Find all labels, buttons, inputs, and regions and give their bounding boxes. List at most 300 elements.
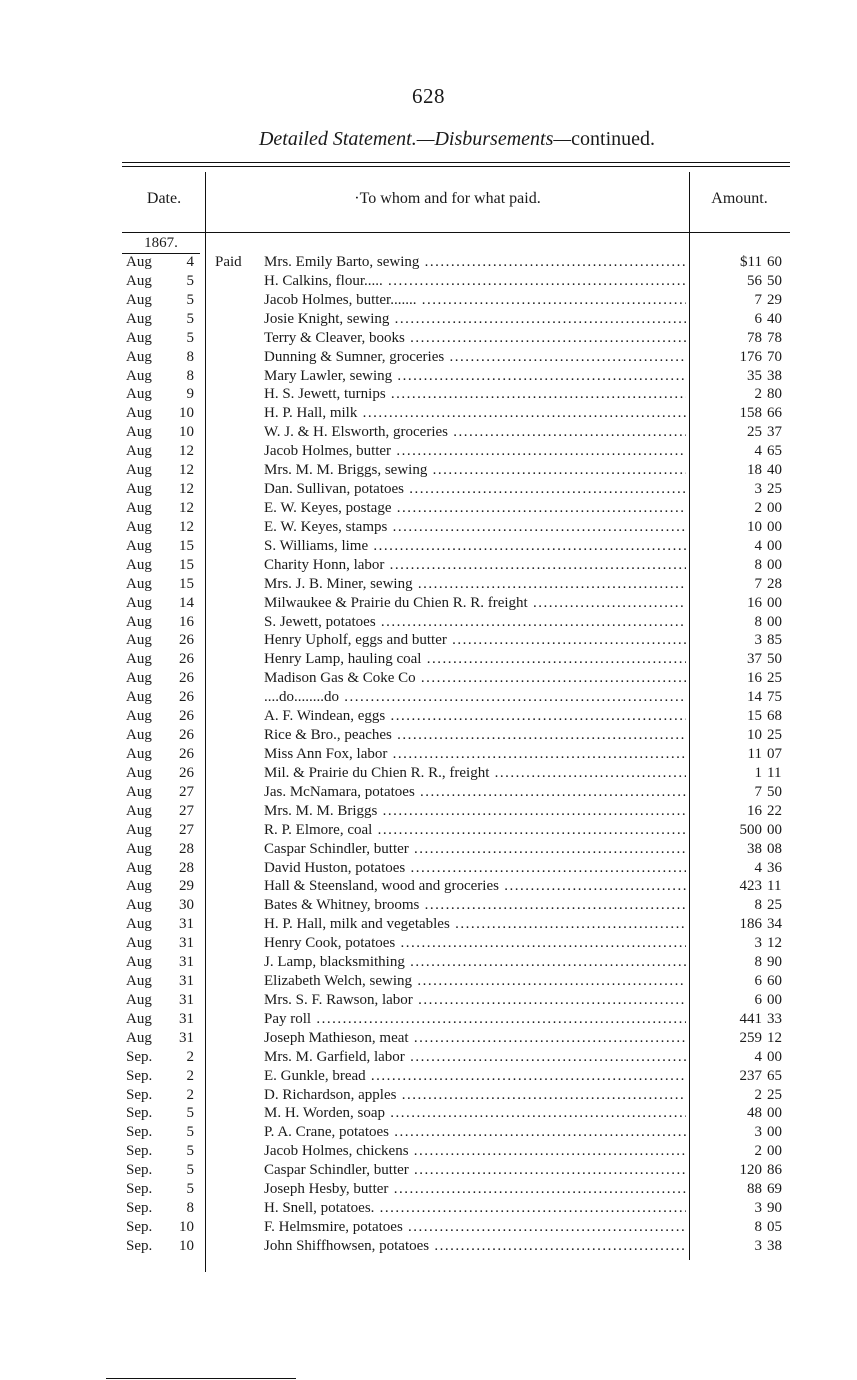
entry-amount-dollars: 4 [754, 859, 762, 876]
table-row [0, 1180, 857, 1199]
table-row [0, 934, 857, 953]
ledger-table-body [0, 253, 857, 1256]
entry-month: Aug [126, 935, 152, 952]
entry-day: 26 [179, 670, 194, 687]
entry-payee: Dunning & Sumner, groceries ..... [264, 348, 686, 367]
table-row [0, 537, 857, 556]
entry-amount-cents: 36 [767, 859, 782, 876]
table-row [0, 1142, 857, 1161]
table-row [0, 840, 857, 859]
table-row [0, 613, 857, 632]
entry-month: Aug [126, 1010, 152, 1027]
entry-month: Aug [126, 613, 152, 630]
entry-amount-cents: 37 [767, 424, 782, 441]
entry-day: 28 [179, 840, 194, 857]
table-row [0, 802, 857, 821]
entry-amount-cents: 00 [767, 1105, 782, 1122]
entry-payee: P. A. Crane, potatoes ..... [264, 1123, 686, 1142]
entry-amount-cents: 50 [767, 272, 782, 289]
entry-amount-dollars: 10 [747, 727, 762, 744]
entry-amount-cents: 68 [767, 708, 782, 725]
entry-day: 26 [179, 632, 194, 649]
heading-continued: continued. [571, 128, 656, 150]
entry-payee: Mrs. Emily Barto, sewing ..... [264, 253, 686, 272]
entry-payee: H. Calkins, flour..... ..... [264, 272, 686, 291]
entry-payee: S. Williams, lime ..... [264, 537, 686, 556]
entry-amount-dollars: 18 [747, 462, 762, 479]
entry-amount-dollars: 3 [754, 1124, 762, 1141]
entry-payee: David Huston, potatoes ..... [264, 859, 686, 878]
entry-month: Aug [126, 764, 152, 781]
table-row [0, 1161, 857, 1180]
entry-day: 5 [186, 1162, 194, 1179]
table-row [0, 783, 857, 802]
entry-month: Aug [126, 632, 152, 649]
entry-amount-dollars: 48 [747, 1105, 762, 1122]
entry-amount-cents: 11 [767, 878, 782, 895]
entry-amount-dollars: 16 [747, 670, 762, 687]
entry-amount-dollars: 186 [739, 916, 762, 933]
entry-payee: Dan. Sullivan, potatoes ..... [264, 480, 686, 499]
entry-month: Sep. [126, 1067, 153, 1084]
entry-day: 8 [186, 367, 194, 384]
paid-label: Paid [215, 254, 242, 270]
entry-amount-dollars: 10 [747, 518, 762, 535]
entry-day: 27 [179, 783, 194, 800]
entry-amount-dollars: 259 [739, 1029, 762, 1046]
entry-amount-dollars: 78 [747, 329, 762, 346]
page-number: 628 [412, 84, 445, 108]
entry-day: 31 [179, 973, 194, 990]
entry-payee: Milwaukee & Prairie du Chien R. R. freight ..... [264, 594, 686, 613]
entry-amount-cents: 50 [767, 651, 782, 668]
table-row [0, 253, 857, 272]
entry-month: Aug [126, 727, 152, 744]
entry-amount-dollars: 4 [754, 1048, 762, 1065]
entry-amount-dollars: 35 [747, 367, 762, 384]
entry-day: 10 [179, 1237, 194, 1254]
entry-month: Aug [126, 897, 152, 914]
entry-amount-cents: 78 [767, 329, 782, 346]
entry-amount-dollars: 120 [739, 1162, 762, 1179]
entry-day: 4 [186, 254, 194, 270]
table-row [0, 726, 857, 745]
entry-amount-cents: 66 [767, 405, 782, 422]
entry-month: Aug [126, 689, 152, 706]
table-row [0, 461, 857, 480]
entry-payee: Jas. McNamara, potatoes ..... [264, 783, 686, 802]
table-row [0, 291, 857, 310]
table-row [0, 404, 857, 423]
entry-payee: Pay roll ..... [264, 1010, 686, 1029]
entry-month: Aug [126, 348, 152, 365]
entry-month: Aug [126, 310, 152, 327]
entry-amount-cents: 34 [767, 916, 782, 933]
entry-day: 26 [179, 764, 194, 781]
table-row [0, 859, 857, 878]
entry-day: 31 [179, 1029, 194, 1046]
entry-amount-dollars: 2 [754, 386, 762, 403]
table-row [0, 953, 857, 972]
entry-amount-cents: 65 [767, 1067, 782, 1084]
entry-amount-cents: 00 [767, 499, 782, 516]
entry-day: 12 [179, 443, 194, 460]
entry-day: 8 [186, 348, 194, 365]
table-row [0, 499, 857, 518]
entry-day: 26 [179, 727, 194, 744]
entry-amount-dollars: 8 [754, 556, 762, 573]
entry-month: Aug [126, 802, 152, 819]
entry-amount-cents: 50 [767, 783, 782, 800]
entry-amount-dollars: 7 [754, 291, 762, 308]
entry-day: 2 [186, 1086, 194, 1103]
entry-amount-cents: 05 [767, 1219, 782, 1236]
entry-month: Sep. [126, 1124, 153, 1141]
entry-payee: Jacob Holmes, butter ..... [264, 442, 686, 461]
entry-amount-dollars: 3 [754, 935, 762, 952]
entry-month: Aug [126, 556, 152, 573]
entry-month: Aug [126, 462, 152, 479]
table-row [0, 707, 857, 726]
table-row [0, 1199, 857, 1218]
entry-month: Aug [126, 783, 152, 800]
entry-payee: Caspar Schindler, butter ..... [264, 840, 686, 859]
table-row [0, 991, 857, 1010]
entry-day: 10 [179, 405, 194, 422]
entry-day: 5 [186, 329, 194, 346]
entry-payee: E. W. Keyes, stamps ..... [264, 518, 686, 537]
entry-day: 30 [179, 897, 194, 914]
entry-amount-cents: 22 [767, 802, 782, 819]
entry-payee: John Shiffhowsen, potatoes ..... [264, 1237, 686, 1256]
entry-month: Aug [126, 916, 152, 933]
entry-month: Aug [126, 405, 152, 422]
entry-day: 27 [179, 821, 194, 838]
entry-day: 12 [179, 462, 194, 479]
entry-payee: Mrs. M. Garfield, labor ..... [264, 1048, 686, 1067]
entry-amount-cents: 25 [767, 727, 782, 744]
entry-payee: D. Richardson, apples ..... [264, 1086, 686, 1105]
entry-amount-dollars: 237 [739, 1067, 762, 1084]
entry-amount-cents: 12 [767, 1029, 782, 1046]
entry-day: 10 [179, 424, 194, 441]
entry-month: Aug [126, 575, 152, 592]
entry-amount-dollars: 56 [747, 272, 762, 289]
entry-amount-cents: 69 [767, 1181, 782, 1198]
column-header-date: Date. [146, 190, 182, 207]
entry-month: Sep. [126, 1048, 153, 1065]
entry-amount-dollars: 8 [754, 897, 762, 914]
entry-day: 12 [179, 481, 194, 498]
entry-month: Sep. [126, 1237, 153, 1254]
entry-day: 5 [186, 1124, 194, 1141]
column-header-amount: Amount. [711, 190, 768, 207]
entry-amount-dollars: 3 [754, 1200, 762, 1217]
entry-month: Sep. [126, 1143, 153, 1160]
table-row [0, 480, 857, 499]
entry-payee: Bates & Whitney, brooms ..... [264, 896, 686, 915]
entry-amount-cents: 00 [767, 518, 782, 535]
entry-month: Aug [126, 594, 152, 611]
entry-amount-cents: 08 [767, 840, 782, 857]
entry-amount-dollars: 500 [739, 821, 762, 838]
entry-amount-cents: 12 [767, 935, 782, 952]
entry-amount-dollars: 14 [747, 689, 762, 706]
entry-amount-cents: 80 [767, 386, 782, 403]
table-row [0, 518, 857, 537]
entry-day: 27 [179, 802, 194, 819]
entry-payee: Mrs. M. M. Briggs, sewing ..... [264, 461, 686, 480]
entry-payee: H. Snell, potatoes. ..... [264, 1199, 686, 1218]
table-row [0, 1086, 857, 1105]
entry-amount-cents: 60 [767, 973, 782, 990]
entry-payee: H. P. Hall, milk ..... [264, 404, 686, 423]
entry-amount-dollars: $11 [740, 254, 762, 270]
entry-amount-cents: 00 [767, 1143, 782, 1160]
entry-month: Aug [126, 821, 152, 838]
entry-amount-dollars: 8 [754, 1219, 762, 1236]
entry-amount-dollars: 8 [754, 613, 762, 630]
entry-day: 5 [186, 1105, 194, 1122]
entry-month: Sep. [126, 1162, 153, 1179]
entry-amount-cents: 90 [767, 954, 782, 971]
entry-payee: Madison Gas & Coke Co ..... [264, 669, 686, 688]
table-row [0, 972, 857, 991]
entry-amount-dollars: 16 [747, 594, 762, 611]
entry-payee: Terry & Cleaver, books ..... [264, 329, 686, 348]
entry-amount-cents: 90 [767, 1200, 782, 1217]
entry-amount-dollars: 37 [747, 651, 762, 668]
entry-month: Sep. [126, 1086, 153, 1103]
table-row [0, 1029, 857, 1048]
entry-amount-cents: 25 [767, 670, 782, 687]
footer-rule [106, 1378, 296, 1379]
entry-payee: Caspar Schindler, butter ..... [264, 1161, 686, 1180]
entry-day: 31 [179, 916, 194, 933]
table-row [0, 877, 857, 896]
entry-day: 26 [179, 708, 194, 725]
entry-amount-cents: 33 [767, 1010, 782, 1027]
entry-month: Aug [126, 670, 152, 687]
entry-amount-cents: 25 [767, 1086, 782, 1103]
entry-month: Aug [126, 859, 152, 876]
entry-month: Aug [126, 1029, 152, 1046]
table-row [0, 764, 857, 783]
entry-day: 29 [179, 878, 194, 895]
entry-amount-dollars: 7 [754, 575, 762, 592]
entry-amount-cents: 60 [767, 254, 782, 270]
entry-amount-dollars: 4 [754, 443, 762, 460]
entry-month: Aug [126, 954, 152, 971]
entry-amount-cents: 00 [767, 556, 782, 573]
entry-day: 10 [179, 1219, 194, 1236]
entry-day: 31 [179, 954, 194, 971]
table-row [0, 272, 857, 291]
entry-month: Aug [126, 745, 152, 762]
year-label: 1867. [122, 234, 200, 254]
entry-month: Aug [126, 254, 152, 270]
entry-payee: E. Gunkle, bread ..... [264, 1067, 686, 1086]
entry-day: 26 [179, 689, 194, 706]
heading-italic: Detailed Statement.—Disbursements— [258, 128, 572, 150]
entry-payee: Elizabeth Welch, sewing ..... [264, 972, 686, 991]
table-row [0, 650, 857, 669]
header-double-rule [122, 162, 790, 167]
entry-payee: Henry Cook, potatoes ..... [264, 934, 686, 953]
entry-day: 15 [179, 556, 194, 573]
entry-amount-cents: 11 [767, 764, 782, 781]
entry-amount-dollars: 2 [754, 1143, 762, 1160]
entry-amount-cents: 86 [767, 1162, 782, 1179]
table-row [0, 310, 857, 329]
entry-amount-dollars: 176 [739, 348, 762, 365]
entry-payee: Mrs. J. B. Miner, sewing ..... [264, 575, 686, 594]
entry-amount-cents: 00 [767, 1048, 782, 1065]
entry-amount-dollars: 11 [747, 745, 762, 762]
entry-payee: Mary Lawler, sewing ..... [264, 367, 686, 386]
entry-amount-cents: 00 [767, 594, 782, 611]
table-row [0, 1104, 857, 1123]
entry-month: Aug [126, 291, 152, 308]
entry-month: Aug [126, 367, 152, 384]
entry-day: 12 [179, 518, 194, 535]
table-row [0, 1010, 857, 1029]
entry-payee: Charity Honn, labor ..... [264, 556, 686, 575]
entry-payee: Jacob Holmes, butter....... ..... [264, 291, 686, 310]
entry-amount-dollars: 7 [754, 783, 762, 800]
entry-payee: Mrs. M. M. Briggs ..... [264, 802, 686, 821]
entry-day: 5 [186, 291, 194, 308]
entry-amount-dollars: 3 [754, 481, 762, 498]
entry-amount-dollars: 4 [754, 537, 762, 554]
entry-month: Aug [126, 973, 152, 990]
entry-amount-cents: 28 [767, 575, 782, 592]
entry-payee: Mrs. S. F. Rawson, labor ..... [264, 991, 686, 1010]
entry-payee: Miss Ann Fox, labor ..... [264, 745, 686, 764]
entry-amount-cents: 07 [767, 745, 782, 762]
entry-amount-dollars: 16 [747, 802, 762, 819]
entry-amount-cents: 00 [767, 613, 782, 630]
entry-amount-cents: 00 [767, 821, 782, 838]
entry-day: 2 [186, 1048, 194, 1065]
entry-amount-cents: 38 [767, 1237, 782, 1254]
entry-amount-cents: 75 [767, 689, 782, 706]
entry-payee: Henry Upholf, eggs and butter ..... [264, 631, 686, 650]
entry-month: Aug [126, 651, 152, 668]
entry-payee: W. J. & H. Elsworth, groceries ..... [264, 423, 686, 442]
entry-amount-dollars: 25 [747, 424, 762, 441]
entry-amount-dollars: 3 [754, 632, 762, 649]
entry-amount-dollars: 6 [754, 973, 762, 990]
entry-amount-cents: 00 [767, 991, 782, 1008]
entry-payee: Rice & Bro., peaches ..... [264, 726, 686, 745]
entry-amount-cents: 38 [767, 367, 782, 384]
entry-day: 5 [186, 1181, 194, 1198]
table-row [0, 575, 857, 594]
entry-day: 15 [179, 537, 194, 554]
entry-day: 15 [179, 575, 194, 592]
entry-day: 26 [179, 745, 194, 762]
entry-day: 14 [179, 594, 194, 611]
table-row [0, 367, 857, 386]
entry-month: Aug [126, 991, 152, 1008]
entry-day: 12 [179, 499, 194, 516]
entry-amount-dollars: 3 [754, 1237, 762, 1254]
entry-day: 8 [186, 1200, 194, 1217]
table-row [0, 348, 857, 367]
entry-month: Aug [126, 443, 152, 460]
entry-day: 31 [179, 991, 194, 1008]
entry-month: Aug [126, 518, 152, 535]
table-row [0, 1048, 857, 1067]
table-row [0, 556, 857, 575]
entry-day: 2 [186, 1067, 194, 1084]
entry-amount-cents: 65 [767, 443, 782, 460]
entry-payee: Joseph Hesby, butter ..... [264, 1180, 686, 1199]
entry-payee: H. P. Hall, milk and vegetables ..... [264, 915, 686, 934]
entry-amount-cents: 85 [767, 632, 782, 649]
entry-payee: Josie Knight, sewing ..... [264, 310, 686, 329]
entry-day: 5 [186, 272, 194, 289]
entry-amount-dollars: 38 [747, 840, 762, 857]
entry-amount-dollars: 6 [754, 991, 762, 1008]
entry-amount-cents: 40 [767, 310, 782, 327]
entry-payee: E. W. Keyes, postage ..... [264, 499, 686, 518]
table-row [0, 915, 857, 934]
entry-payee: Hall & Steensland, wood and groceries ..... [264, 877, 686, 896]
entry-amount-dollars: 8 [754, 954, 762, 971]
entry-payee: S. Jewett, potatoes ..... [264, 613, 686, 632]
entry-amount-cents: 40 [767, 462, 782, 479]
table-row [0, 688, 857, 707]
entry-payee: Jacob Holmes, chickens ..... [264, 1142, 686, 1161]
entry-amount-dollars: 158 [739, 405, 762, 422]
entry-day: 31 [179, 935, 194, 952]
entry-month: Sep. [126, 1200, 153, 1217]
entry-day: 5 [186, 1143, 194, 1160]
column-header-payee: ·To whom and for what paid. [354, 190, 541, 207]
entry-day: 16 [179, 613, 194, 630]
entry-month: Sep. [126, 1219, 153, 1236]
entry-amount-cents: 00 [767, 537, 782, 554]
table-row [0, 1123, 857, 1142]
entry-day: 28 [179, 859, 194, 876]
table-row [0, 329, 857, 348]
entry-amount-dollars: 88 [747, 1181, 762, 1198]
entry-payee: Henry Lamp, hauling coal ..... [264, 650, 686, 669]
entry-payee: Joseph Mathieson, meat ..... [264, 1029, 686, 1048]
entry-payee: M. H. Worden, soap ..... [264, 1104, 686, 1123]
entry-amount-cents: 00 [767, 1124, 782, 1141]
entry-amount-cents: 25 [767, 897, 782, 914]
entry-amount-dollars: 15 [747, 708, 762, 725]
entry-month: Aug [126, 499, 152, 516]
entry-payee: Mil. & Prairie du Chien R. R., freight ..... [264, 764, 686, 783]
table-row [0, 1067, 857, 1086]
entry-amount-cents: 25 [767, 481, 782, 498]
entry-amount-dollars: 1 [754, 764, 762, 781]
entry-payee: ....do........do ..... [264, 688, 686, 707]
entry-day: 5 [186, 310, 194, 327]
entry-month: Aug [126, 424, 152, 441]
entry-payee: R. P. Elmore, coal ..... [264, 821, 686, 840]
entry-amount-dollars: 441 [739, 1010, 762, 1027]
entry-amount-cents: 70 [767, 348, 782, 365]
table-row [0, 821, 857, 840]
entry-payee: H. S. Jewett, turnips ..... [264, 385, 686, 404]
entry-amount-dollars: 423 [739, 878, 762, 895]
entry-day: 26 [179, 651, 194, 668]
